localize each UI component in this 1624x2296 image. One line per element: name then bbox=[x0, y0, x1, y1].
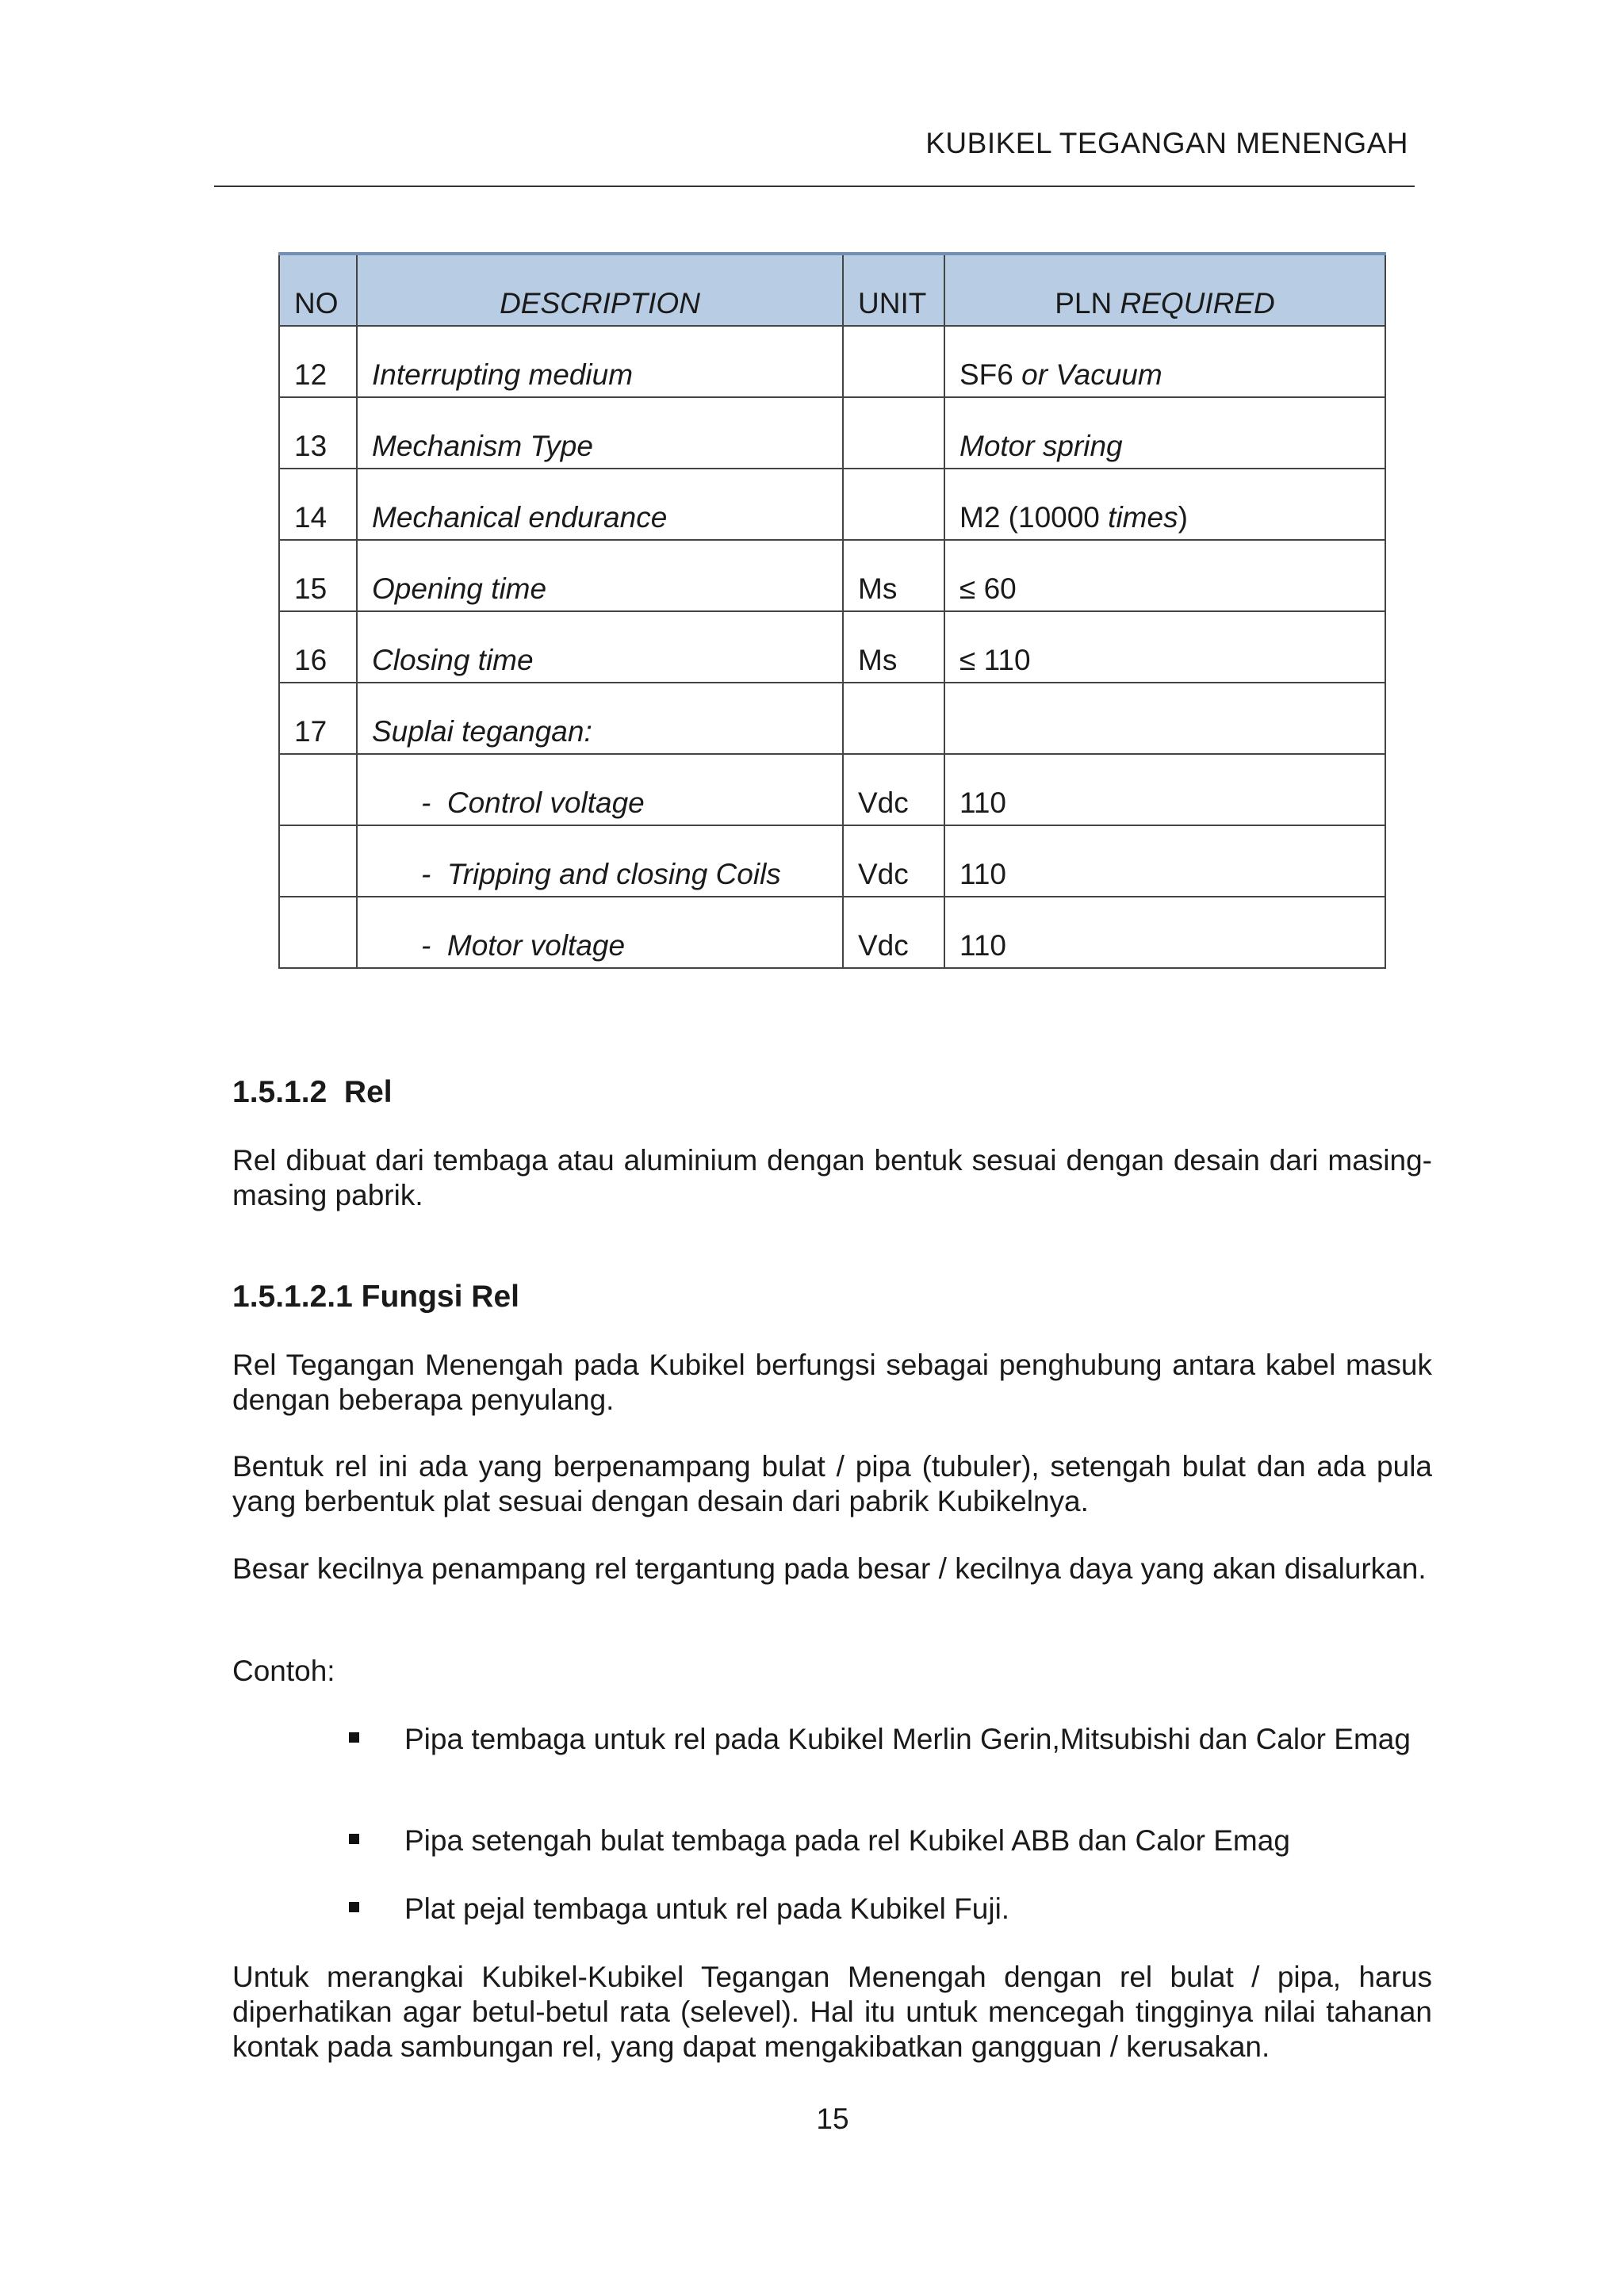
row-required bbox=[944, 397, 1385, 469]
paragraph-contoh: Contoh: bbox=[232, 1655, 335, 1687]
required-value: 110 bbox=[959, 929, 1006, 962]
row-required bbox=[944, 611, 1385, 683]
required-value-italic: or Vacuum bbox=[1013, 358, 1162, 391]
table-row bbox=[279, 611, 1385, 683]
row-no: 12 bbox=[279, 326, 357, 397]
table-row bbox=[279, 683, 1385, 754]
required-value-italic: times bbox=[1108, 501, 1178, 534]
row-unit: Vdc bbox=[843, 897, 944, 968]
table-header-row bbox=[279, 254, 1385, 326]
col-header-unit: UNIT bbox=[843, 254, 944, 326]
row-description: Opening time bbox=[357, 540, 843, 611]
required-value: 110 bbox=[959, 786, 1006, 819]
row-description: Mechanism Type bbox=[357, 397, 843, 469]
row-required bbox=[944, 469, 1385, 540]
required-value-suffix: ) bbox=[1178, 501, 1188, 534]
list-item bbox=[404, 1722, 1432, 1757]
row-no bbox=[279, 897, 357, 968]
row-required bbox=[944, 825, 1385, 897]
list-item-text: Pipa tembaga untuk rel pada Kubikel Merlin Gerin,Mitsubishi dan Calor Emag bbox=[404, 1723, 1411, 1755]
row-no: 17 bbox=[279, 683, 357, 754]
required-value: M2 (10000 bbox=[959, 501, 1109, 534]
row-unit: Ms bbox=[843, 540, 944, 611]
required-value: ≤ 60 bbox=[959, 572, 1017, 605]
page-number: 15 bbox=[816, 2103, 849, 2135]
running-header: KUBIKEL TEGANGAN MENENGAH bbox=[925, 127, 1408, 159]
section-heading-rel: 1.5.1.2 Rel bbox=[232, 1075, 393, 1109]
row-no bbox=[279, 754, 357, 825]
paragraph-fungsi-3: Besar kecilnya penampang rel tergantung pada besar / kecilnya daya yang akan disalurkan. bbox=[232, 1552, 1427, 1585]
row-no bbox=[279, 825, 357, 897]
paragraph-fungsi-2: Bentuk rel ini ada yang berpenampang bulat / pipa (tubuler), setengah bulat dan ada pula yang berbentuk plat sesuai dengan desain dari pabrik Kubikelnya. bbox=[232, 1450, 1432, 1517]
table-row bbox=[279, 326, 1385, 397]
paragraph-rel: Rel dibuat dari tembaga atau aluminium dengan bentuk sesuai dengan desain dari masing-masing pabrik. bbox=[232, 1144, 1432, 1211]
bullet-square-icon bbox=[349, 1902, 359, 1912]
row-no: 13 bbox=[279, 397, 357, 469]
required-value-italic: Motor spring bbox=[959, 430, 1123, 462]
row-description: Mechanical endurance bbox=[357, 469, 843, 540]
list-item bbox=[404, 1823, 1432, 1858]
table-row bbox=[279, 754, 1385, 825]
table-row bbox=[279, 897, 1385, 968]
row-no: 16 bbox=[279, 611, 357, 683]
row-required bbox=[944, 683, 1385, 754]
list-item bbox=[404, 1892, 1432, 1927]
row-unit bbox=[843, 326, 944, 397]
table-row bbox=[279, 397, 1385, 469]
row-unit bbox=[843, 397, 944, 469]
required-value: 110 bbox=[959, 858, 1006, 890]
row-unit: Vdc bbox=[843, 825, 944, 897]
header-divider bbox=[214, 186, 1415, 187]
required-value: SF6 bbox=[959, 358, 1013, 391]
row-required bbox=[944, 754, 1385, 825]
list-item-text: Plat pejal tembaga untuk rel pada Kubikel Fuji. bbox=[404, 1892, 1010, 1925]
list-item-text: Pipa setengah bulat tembaga pada rel Kubikel ABB dan Calor Emag bbox=[404, 1824, 1290, 1857]
row-description: - Tripping and closing Coils bbox=[357, 825, 843, 897]
row-description: Closing time bbox=[357, 611, 843, 683]
row-description: - Motor voltage bbox=[357, 897, 843, 968]
paragraph-fungsi-1: Rel Tegangan Menengah pada Kubikel berfungsi sebagai penghubung antara kabel masuk dengan beberapa penyulang. bbox=[232, 1349, 1432, 1416]
table-row bbox=[279, 825, 1385, 897]
col-header-description: DESCRIPTION bbox=[357, 254, 843, 326]
table-row bbox=[279, 540, 1385, 611]
row-required bbox=[944, 897, 1385, 968]
row-required bbox=[944, 326, 1385, 397]
row-description: Suplai tegangan: bbox=[357, 683, 843, 754]
required-value: ≤ 110 bbox=[959, 644, 1031, 676]
col-header-no: NO bbox=[279, 254, 357, 326]
row-description: - Control voltage bbox=[357, 754, 843, 825]
row-no: 14 bbox=[279, 469, 357, 540]
row-unit: Ms bbox=[843, 611, 944, 683]
row-unit bbox=[843, 469, 944, 540]
row-unit: Vdc bbox=[843, 754, 944, 825]
specification-table bbox=[278, 252, 1386, 969]
row-description: Interrupting medium bbox=[357, 326, 843, 397]
section-heading-fungsi-rel: 1.5.1.2.1 Fungsi Rel bbox=[232, 1280, 519, 1314]
col-header-pln: PLN bbox=[1055, 287, 1113, 320]
col-header-required: REQUIRED bbox=[1120, 287, 1275, 320]
row-unit bbox=[843, 683, 944, 754]
bullet-square-icon bbox=[349, 1732, 359, 1743]
row-no: 15 bbox=[279, 540, 357, 611]
bullet-square-icon bbox=[349, 1834, 359, 1844]
paragraph-fungsi-4: Untuk merangkai Kubikel-Kubikel Tegangan Menengah dengan rel bulat / pipa, harus diperhatikan agar betul-betul rata (selevel). Hal itu untuk mencegah tingginya nilai tahanan kontak pada sambungan rel, yang dapat mengakibatkan gangguan / kerusakan. bbox=[232, 1961, 1432, 2063]
table-row bbox=[279, 469, 1385, 540]
row-required bbox=[944, 540, 1385, 611]
col-header-pln-required bbox=[944, 254, 1385, 326]
